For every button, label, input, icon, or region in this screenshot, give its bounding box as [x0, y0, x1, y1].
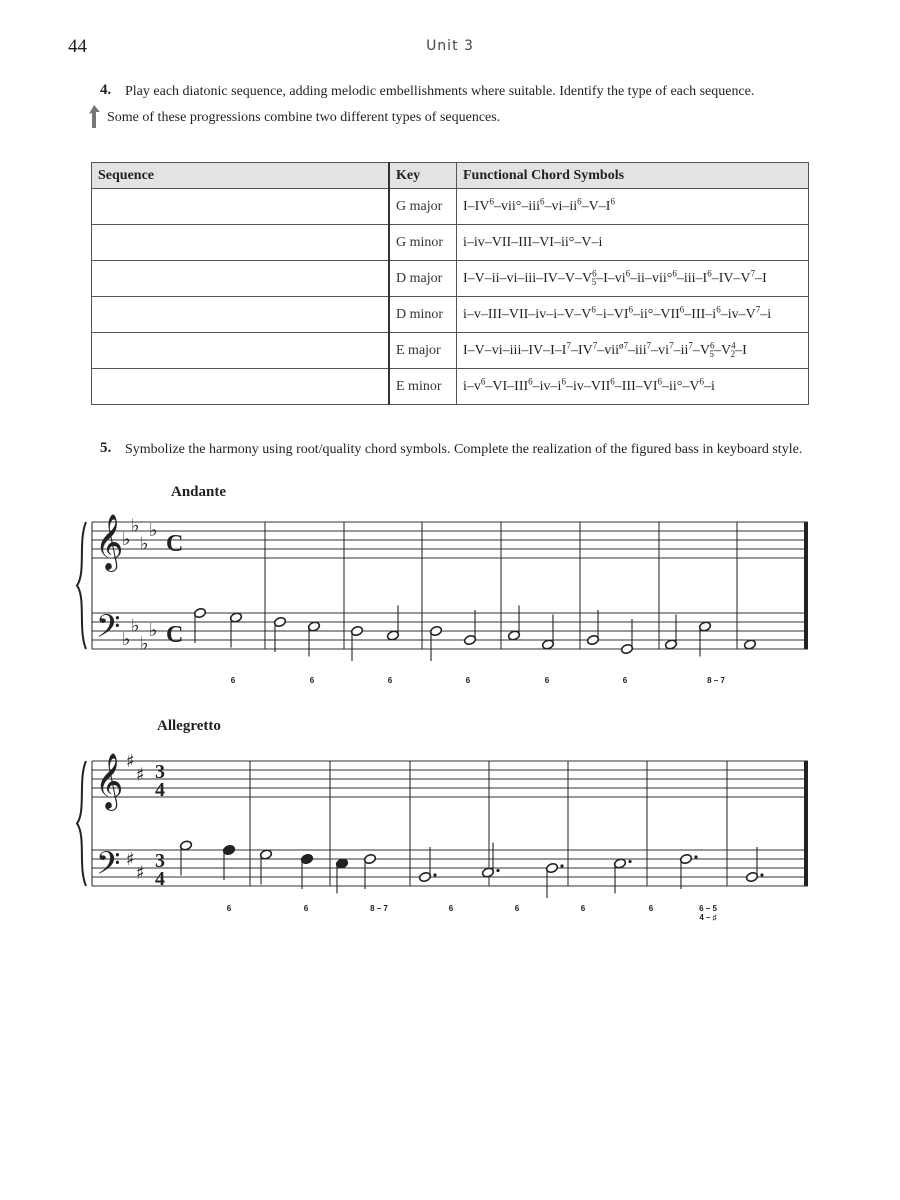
sharp-icon: ♯ [126, 751, 135, 772]
flat-icon: ♭ [140, 533, 149, 555]
column-header-sequence: Sequence [92, 163, 390, 189]
bass-note [664, 615, 677, 651]
key-cell: G minor [389, 225, 457, 261]
bass-note [350, 625, 363, 661]
time-signature [166, 531, 183, 557]
sharp-icon: ♯ [126, 849, 135, 870]
exercise-5-instruction: Symbolize the harmony using root/quality chord symbols. Complete the realization of the figured bass in keyboard style. [125, 442, 803, 457]
bass-note [613, 858, 631, 894]
chord-symbols-cell: i–iv–VII–III–VI–ii°–V–i [457, 225, 809, 261]
figured-bass-number: 6 [230, 676, 236, 685]
running-head: Unit 3 [426, 38, 474, 54]
bass-note [222, 844, 235, 880]
flat-icon: ♭ [140, 633, 149, 655]
bass-note [229, 612, 242, 648]
figured-bass-number: 6 [226, 904, 232, 913]
figured-bass-number: 8 – 7 [370, 904, 388, 913]
figured-bass-number: 6 [580, 904, 586, 913]
bass-staff [92, 613, 808, 649]
svg-text:4: 4 [155, 868, 165, 891]
time-signature [166, 622, 183, 648]
bass-note [698, 621, 711, 657]
exercise-4-hint: Some of these progressions combine two different types of sequences. [107, 110, 501, 125]
tempo-andante: Andante [171, 484, 227, 500]
chord-symbols-cell: $I-V-ii-vi-iii-IV-V-V^6_5-I-vi^6-ii-vii^\circ^6-iii-I^6-IV-V^7-I$ [457, 261, 809, 297]
svg-text:4: 4 [155, 779, 165, 802]
key-cell: E minor [389, 369, 457, 405]
bass-note [541, 615, 554, 651]
figured-bass-number: 6 [309, 676, 315, 685]
key-cell: D minor [389, 297, 457, 333]
bass-clef-icon: 𝄢 [96, 608, 121, 652]
exercise-4-number: 4. [100, 82, 112, 98]
figured-bass-number: 6 [465, 676, 471, 685]
exercise-5-number: 5. [100, 440, 112, 456]
bass-note [620, 619, 633, 655]
figured-bass-number: 8 – 7 [707, 676, 725, 685]
bass-staff [92, 850, 808, 886]
figured-bass-number: 4 – ♯ [699, 913, 717, 922]
chord-symbols-cell: $I-V-vi-iii-IV-I-I^7-IV^7-vii^{ø7}-iii^7-vi^7-ii^7-V^6_5-V^4_2-I$ [457, 333, 809, 369]
column-header-key: Key [389, 163, 457, 189]
bass-note [463, 610, 476, 646]
chord-symbols-cell: $i-v-III-VII-iv-i-V-V^6-i-VI^6-ii^\circ-VII^6-III-i^6-iv-V^7-i$ [457, 297, 809, 333]
sharp-icon: ♯ [136, 764, 145, 786]
brace [77, 522, 86, 649]
bass-note [386, 606, 399, 642]
figured-bass-number: 6 [514, 904, 520, 913]
treble-staff [92, 761, 808, 797]
bass-note [363, 853, 376, 889]
bass-clef-icon: 𝄢 [96, 845, 121, 889]
key-cell: E major [389, 333, 457, 369]
bass-note [193, 607, 206, 643]
svg-text:3: 3 [155, 850, 165, 873]
svg-text:C: C [166, 621, 184, 648]
flat-icon: ♭ [149, 620, 158, 641]
key-cell: G major [389, 189, 457, 225]
figured-bass-number: 6 [544, 676, 550, 685]
bass-note [429, 625, 442, 661]
sharp-icon: ♯ [136, 862, 145, 884]
bass-note [743, 639, 756, 650]
bass-note [586, 610, 599, 646]
key-cell: D major [389, 261, 457, 297]
chord-symbols-cell: $I-IV^6-vii^\circ-iii^6-vi-ii^6-V-I^6$ [457, 189, 809, 225]
svg-text:C: C [166, 530, 184, 557]
figured-bass-number: 6 [387, 676, 393, 685]
flat-icon: ♭ [131, 615, 140, 637]
flat-icon: ♭ [122, 529, 131, 550]
exercise-4-instruction: Play each diatonic sequence, adding melodic embellishments where suitable. Identify the type of each sequence. [125, 84, 755, 99]
tempo-allegretto: Allegretto [157, 718, 221, 734]
figured-bass-number: 6 [648, 904, 654, 913]
chord-symbols-cell: $i-v^6-VI-III^6-iv-i^6-iv-VII^6-III-VI^6-ii^\circ-V^6-i$ [457, 369, 809, 405]
figured-bass-number: 6 [448, 904, 454, 913]
bass-note [259, 849, 272, 885]
bass-note [307, 621, 320, 657]
treble-staff [92, 522, 808, 558]
bass-note [481, 843, 499, 879]
time-signature [155, 850, 165, 890]
bass-note [335, 858, 348, 894]
bass-note [507, 606, 520, 642]
bass-note [300, 853, 313, 889]
bass-note [179, 840, 192, 876]
figured-bass-number: 6 [303, 904, 309, 913]
column-header-chord-symbols: Functional Chord Symbols [457, 163, 809, 189]
treble-clef-icon: 𝄞 [95, 514, 124, 570]
treble-clef-icon: 𝄞 [95, 753, 124, 809]
flat-icon: ♭ [122, 629, 131, 650]
bass-note [273, 616, 286, 652]
svg-text:3: 3 [155, 761, 165, 784]
brace [77, 761, 86, 886]
flat-icon: ♭ [149, 520, 158, 541]
figured-bass-number: 6 – 5 [699, 904, 717, 913]
figured-bass-number: 6 [622, 676, 628, 685]
time-signature [155, 761, 165, 801]
page-number: 44 [68, 36, 87, 57]
flat-icon: ♭ [131, 515, 140, 537]
